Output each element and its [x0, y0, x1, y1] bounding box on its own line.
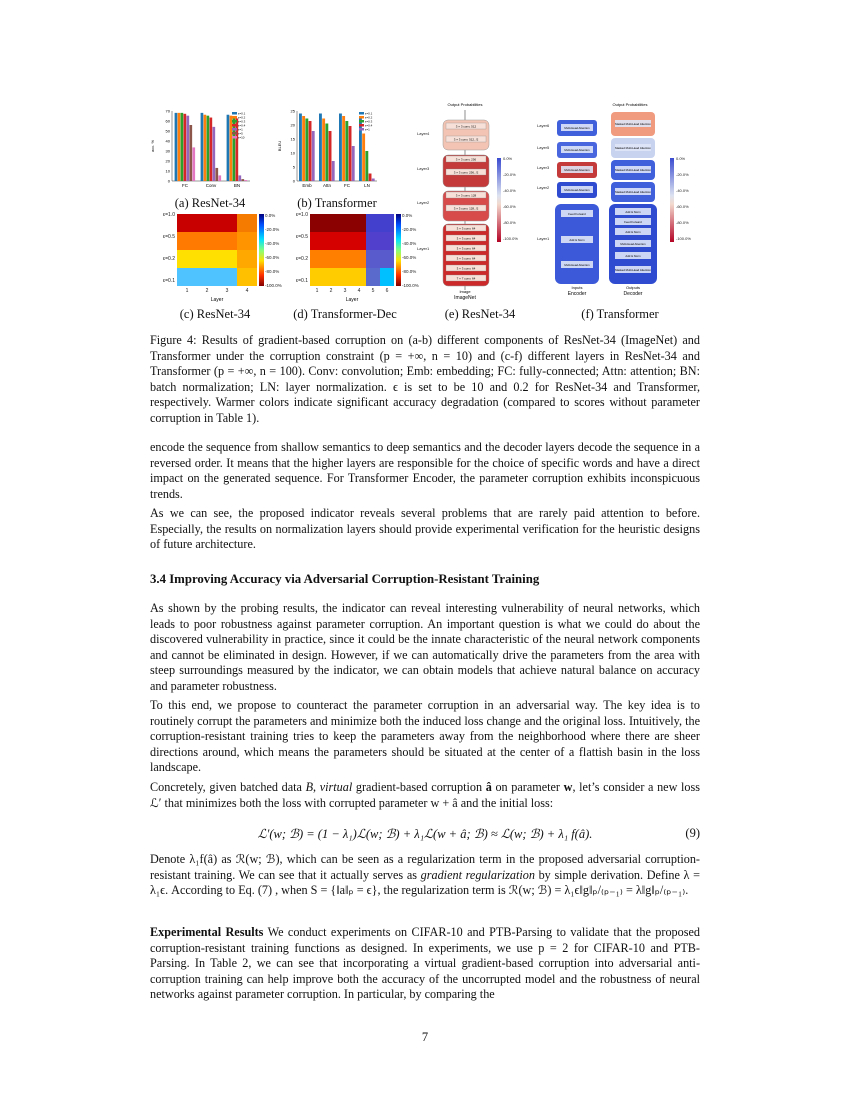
col-label: 3 — [225, 288, 229, 294]
y-axis-label: acc. % — [150, 139, 155, 153]
ytick-label: 10 — [290, 150, 295, 156]
bar — [218, 175, 221, 181]
bar — [312, 131, 315, 181]
paragraph-5: Concretely, given batched data B, virtual gradient-based corruption â on parameter w, let’s consider a new loss ℒ′ that minimizes both the loss with corrupted parameter w + â and the initial loss: — [150, 780, 701, 810]
encoder-block-label: Add & Norm — [569, 237, 585, 242]
decoder-block-label: Masked Multi-Head Attention — [615, 167, 651, 172]
paragraph-7: Experimental Results We conduct experiments on CIFAR-10 and PTB-Parsing to validate that the proposed corruption-resistant training functions as designed. In experiments, we use p = 2 for CIFAR-10 and PTB-Parsing. In Table 2, we can see that incorporating a virtual gradient-based corruption into adversarial anti-corruption training can help improve both the accuracy of the uncorrupted model and the robustness of neural networks against parameter corruption. In particular, by comparing the — [150, 925, 700, 1002]
paragraph-6: Denote λ₁f(â) as ℛ(w; ℬ), which can be seen as a regularization term in the proposed adversarial corruption-resistant training. We can see that it actually serves as gradient regularization by simple derivation. Define λ = λ₁ϵ. According to Eq. (7) , when S = {‖a‖ₚ = ϵ}, the regularization term is ℛ(w; ℬ) = λ₁ϵ‖g‖ₚ/₍ₚ₋₁₎ = λ‖g‖ₚ/₍ₚ₋₁₎. — [150, 852, 700, 898]
row-label: ε=0.5 — [162, 234, 175, 240]
encoder-block-label: Multi-Head Attention — [564, 125, 590, 130]
heatmap-d-xlabel: Layer — [345, 297, 359, 303]
decoder-block-label: Add & Norm — [625, 253, 641, 258]
bar — [184, 114, 187, 181]
ytick-label: 0 — [292, 178, 295, 184]
col-label: 5 — [371, 288, 375, 294]
ytick-label: 20 — [290, 122, 295, 128]
bar — [362, 134, 365, 182]
equation-9-number: (9) — [685, 826, 700, 840]
colorbar-label: -60.0% — [503, 204, 516, 209]
ytick-label: 30 — [165, 148, 170, 154]
colorbar-label: -80.0% — [265, 269, 280, 274]
ytick-label: 70 — [165, 108, 170, 114]
heatmap-c — [145, 210, 282, 303]
category-label: FC — [344, 183, 350, 188]
ytick-label: 50 — [165, 128, 170, 134]
diagram-e — [415, 100, 545, 300]
colorbar-e — [497, 158, 501, 242]
legend-swatch — [359, 120, 364, 123]
category-label: Emb — [302, 183, 312, 188]
legend-label: ε=5 — [238, 131, 243, 136]
bar — [372, 179, 375, 182]
colorbar-label: 0.0% — [265, 213, 276, 218]
bar — [369, 174, 372, 182]
colorbar-label: -100.0% — [402, 283, 419, 288]
legend-label: ε=0.4 — [238, 123, 246, 128]
colorbar-d — [396, 214, 401, 286]
conv-block-label: 7 × 7 conv, 64 — [456, 276, 476, 281]
colorbar-label: -20.0% — [265, 227, 280, 232]
diagram-f-outputs: Outputs — [625, 285, 641, 290]
row-label: ε=0.1 — [295, 278, 308, 284]
colorbar-label: -40.0% — [676, 188, 689, 193]
category-label: FC — [182, 183, 188, 188]
legend-swatch — [359, 128, 364, 131]
layer-label: Layer2 — [537, 185, 550, 190]
row-label: ε=0.1 — [162, 278, 175, 284]
decoder-block-label: Add & Norm — [625, 229, 641, 234]
colorbar-label: -20.0% — [402, 227, 417, 232]
colorbar-label: -20.0% — [676, 172, 689, 177]
bar — [342, 116, 345, 181]
conv-block-label: 3 × 3 conv, 128 — [455, 193, 477, 198]
col-label: 1 — [185, 288, 189, 294]
legend-label: ε=0.2 — [238, 115, 246, 120]
bar — [186, 116, 189, 181]
encoder-block-label: Feed Forward — [568, 211, 586, 216]
bar — [309, 121, 312, 181]
ytick-label: 5 — [292, 164, 295, 170]
legend-label: ε=0.3 — [238, 119, 246, 124]
bar-chart-b — [277, 105, 387, 195]
legend-label: ε=1 — [238, 127, 243, 132]
conv-block-label: 3 × 3 conv, 64 — [456, 246, 476, 251]
decoder-block-label: Add & Norm — [625, 209, 641, 214]
category-label: Attn — [322, 183, 332, 188]
bar — [230, 116, 233, 181]
bar — [175, 113, 178, 181]
col-label: 3 — [343, 288, 347, 294]
bar — [352, 146, 355, 181]
diagram-f-encoder: Encoder — [567, 291, 587, 297]
conv-block-label: 3 × 3 conv, 256, /2 — [453, 170, 479, 175]
decoder-block-label: Feed Forward — [624, 219, 642, 224]
col-label: 6 — [385, 288, 389, 294]
bar — [241, 179, 244, 181]
decoder-block-label: Masked Multi-Head Attention — [615, 145, 651, 150]
caption-c: (c) ResNet-34 — [179, 307, 251, 321]
ytick-label: 15 — [290, 136, 295, 142]
bar — [349, 126, 352, 181]
decoder-block-label: Masked Multi-Head Attention — [615, 189, 651, 194]
category-label: BN — [233, 183, 241, 188]
colorbar-c — [259, 214, 264, 286]
encoder-block-label: Multi-Head Attention — [564, 187, 590, 192]
caption-e: (e) ResNet-34 — [444, 307, 516, 321]
colorbar-f — [670, 158, 674, 242]
col-label: 1 — [315, 288, 319, 294]
bar — [192, 147, 195, 181]
paragraph-3: As shown by the probing results, the indicator can reveal interesting vulnerability of neural networks, which leads to poor robustness against parameter corruption. An important question is what we could do about the discovered vulnerability in practice, since it could be the innate characteristic of the neural network components and cannot be eliminated in design. However, if we can automatically drive the parameters from the area with steep surroundings measured by the indicator, we can obtain models that achieve natural balance on accuracy and parameter robustness. — [150, 601, 700, 693]
bar — [305, 119, 308, 182]
bar — [181, 113, 184, 181]
bar — [207, 116, 210, 181]
figure-4 — [140, 100, 710, 325]
legend-label: ε=1 — [365, 127, 370, 132]
section-heading: 3.4 Improving Accuracy via Adversarial Corruption-Resistant Training — [150, 572, 540, 586]
conv-block-label: 3 × 3 conv, 64 — [456, 236, 476, 241]
bar — [204, 115, 207, 181]
bar — [332, 161, 335, 181]
encoder-block-label: Multi-Head Attention — [564, 147, 590, 152]
bar — [189, 125, 192, 181]
category-label: LN — [364, 183, 370, 188]
decoder-block-label: Masked Multi-Head Attention — [615, 267, 651, 272]
bar — [302, 116, 305, 181]
bar-chart-a — [150, 105, 260, 195]
bar — [178, 113, 181, 181]
ytick-label: 10 — [165, 168, 170, 174]
ytick-label: 60 — [165, 118, 170, 124]
caption-d: (d) Transformer-Dec — [293, 307, 397, 321]
legend-label: ε=0.4 — [365, 123, 373, 128]
legend-swatch — [232, 116, 237, 119]
colorbar-label: 0.0% — [402, 213, 413, 218]
row-label: ε=1.0 — [295, 212, 308, 218]
colorbar-label: -100.0% — [676, 236, 691, 241]
conv-block-label: 3 × 3 conv, 64 — [456, 256, 476, 261]
layer-label: Layer2 — [417, 200, 430, 205]
equation-9-body: ℒ′(w; ℬ) = (1 − λ₁)ℒ(w; ℬ) + λ₁ℒ(w + â; ℬ) ≈ ℒ(w; ℬ) + λ₁ f(â). — [257, 827, 593, 841]
colorbar-label: -60.0% — [265, 255, 280, 260]
ytick-label: 0 — [167, 178, 170, 184]
layer-label: Layer4 — [417, 131, 430, 136]
legend-swatch — [232, 124, 237, 127]
bar — [238, 175, 241, 181]
figure-caption: Figure 4: Results of gradient-based corruption on (a-b) different components of ResNet-34 (ImageNet) and Transformer under the corruption constraint (p = +∞, n = 10) and (c-f) different layers in ResNet-34 and Transformer (p = +∞, n = 100). Conv: convolution; Emb: embedding; FC: fully-connected; Attn: attention; BN: batch normalization; LN: layer normalization. ϵ is set to be 10 and 0.2 for ResNet-34 and Transformer, respectively. Warmer colors indicate significant accuracy degradation (compared to scores without parameter corruption in Table 1). — [150, 333, 700, 425]
legend-swatch — [359, 124, 364, 127]
colorbar-label: -60.0% — [402, 255, 417, 260]
decoder-block-label: Masked Multi-Head Attention — [615, 121, 651, 126]
legend-label: ε=0.3 — [365, 119, 373, 124]
layer-label: Layer5 — [537, 145, 550, 150]
colorbar-label: -40.0% — [265, 241, 280, 246]
diagram-e-top: Output Probabilities — [447, 102, 483, 107]
bar — [322, 119, 325, 182]
paragraph-1: encode the sequence from shallow semantics to deep semantics and the decoder layers decode the sequence in a reversed order. It means that the higher layers are responsible for the choice of specific words and have a direct impact on the generated sequence. For Transformer Encoder, the parameter corruption exhibits inconspicuous trends. — [150, 440, 700, 501]
bar — [319, 114, 322, 182]
colorbar-label: -80.0% — [676, 220, 689, 225]
col-label: 2 — [205, 288, 209, 294]
equation-9 — [150, 826, 700, 842]
heatmap-d — [280, 210, 419, 303]
bar — [212, 127, 215, 181]
legend-label: ε=0.1 — [238, 111, 246, 116]
colorbar-label: -40.0% — [503, 188, 516, 193]
row-label: ε=1.0 — [162, 212, 175, 218]
legend-swatch — [232, 136, 237, 139]
bar — [329, 131, 332, 181]
paragraph-2: As we can see, the proposed indicator reveals several problems that are rarely paid attention to before. Especially, the results on normalization layers should provide experimental verification for the heuristic designs of future architecture. — [150, 506, 700, 552]
legend-swatch — [232, 132, 237, 135]
y-axis-label: BLEU — [277, 140, 282, 152]
diagram-f — [535, 100, 710, 300]
colorbar-label: -40.0% — [402, 241, 417, 246]
legend-swatch — [232, 112, 237, 115]
caption-f: (f) Transformer — [581, 307, 659, 321]
bar — [299, 114, 302, 182]
conv-block-label: 3 × 3 conv, 128, /2 — [453, 206, 479, 211]
diagram-e-footer: ImageNet — [454, 295, 476, 301]
colorbar-label: -80.0% — [402, 269, 417, 274]
row-label: ε=0.5 — [295, 234, 308, 240]
conv-block-label: 3 × 3 conv, 512, /2 — [453, 137, 479, 142]
legend-swatch — [359, 112, 364, 115]
colorbar-label: -80.0% — [503, 220, 516, 225]
diagram-e-bottom: Image — [459, 289, 471, 294]
col-label: 4 — [245, 288, 249, 294]
bar — [339, 114, 342, 182]
paragraph-7-title: Experimental Results — [150, 925, 264, 939]
colorbar-label: -20.0% — [503, 172, 516, 177]
conv-block-label: 3 × 3 conv, 64 — [456, 226, 476, 231]
bar — [227, 115, 230, 181]
colorbar-label: -100.0% — [265, 283, 282, 288]
layer-label: Layer3 — [417, 166, 430, 171]
caption-a: (a) ResNet-34 — [174, 196, 246, 210]
legend-swatch — [232, 128, 237, 131]
ytick-label: 20 — [165, 158, 170, 164]
legend-label: ε=0.1 — [365, 111, 373, 116]
legend-swatch — [359, 116, 364, 119]
conv-block-label: 3 × 3 conv, 512 — [455, 124, 477, 129]
bar — [215, 168, 218, 181]
paragraph-4: To this end, we propose to counteract the parameter corruption in an adversarial way. The key idea is to routinely corrupt the parameters and minimize both the induced loss change and the original loss. Intuitively, the corruption-resistant training tries to keep the parameters away from the neighborhood where there are sheer directions around, which means the parameters should be situated at the center of a flattish basin in the loss landscape. — [150, 698, 700, 775]
row-label: ε=0.2 — [295, 256, 308, 262]
diagram-f-inputs: Inputs — [571, 285, 583, 290]
bar — [201, 113, 204, 181]
encoder-block-label: Multi-Head Attention — [564, 262, 590, 267]
bar — [244, 180, 247, 181]
legend-label: ε=0.2 — [365, 115, 373, 120]
colorbar-label: 0.0% — [503, 156, 513, 161]
layer-label: Layer1 — [537, 236, 550, 241]
diagram-f-decoder: Decoder — [623, 291, 643, 297]
layer-label: Layer6 — [537, 123, 550, 128]
bar — [210, 118, 213, 181]
category-label: Conv — [205, 183, 217, 188]
page-number: 7 — [421, 1030, 429, 1044]
bar — [345, 121, 348, 181]
decoder-block-label: Multi-Head Attention — [620, 241, 646, 246]
layer-label: Layer1 — [417, 246, 430, 251]
layer-label: Layer3 — [537, 165, 550, 170]
heatmap-c-xlabel: Layer — [210, 297, 224, 303]
bar — [325, 124, 328, 182]
legend-label: ε=10 — [238, 135, 245, 140]
col-label: 4 — [357, 288, 361, 294]
ytick-label: 40 — [165, 138, 170, 144]
conv-block-label: 3 × 3 conv, 256 — [455, 157, 477, 162]
conv-block-label: 3 × 3 conv, 64 — [456, 266, 476, 271]
encoder-block-label: Multi-Head Attention — [564, 167, 590, 172]
colorbar-label: -100.0% — [503, 236, 518, 241]
colorbar-label: 0.0% — [676, 156, 686, 161]
ytick-label: 25 — [290, 108, 295, 114]
legend-swatch — [232, 120, 237, 123]
col-label: 2 — [329, 288, 333, 294]
row-label: ε=0.2 — [162, 256, 175, 262]
caption-b: (b) Transformer — [297, 196, 377, 210]
colorbar-label: -60.0% — [676, 204, 689, 209]
diagram-f-top: Output Probabilities — [612, 102, 648, 107]
bar — [365, 151, 368, 181]
